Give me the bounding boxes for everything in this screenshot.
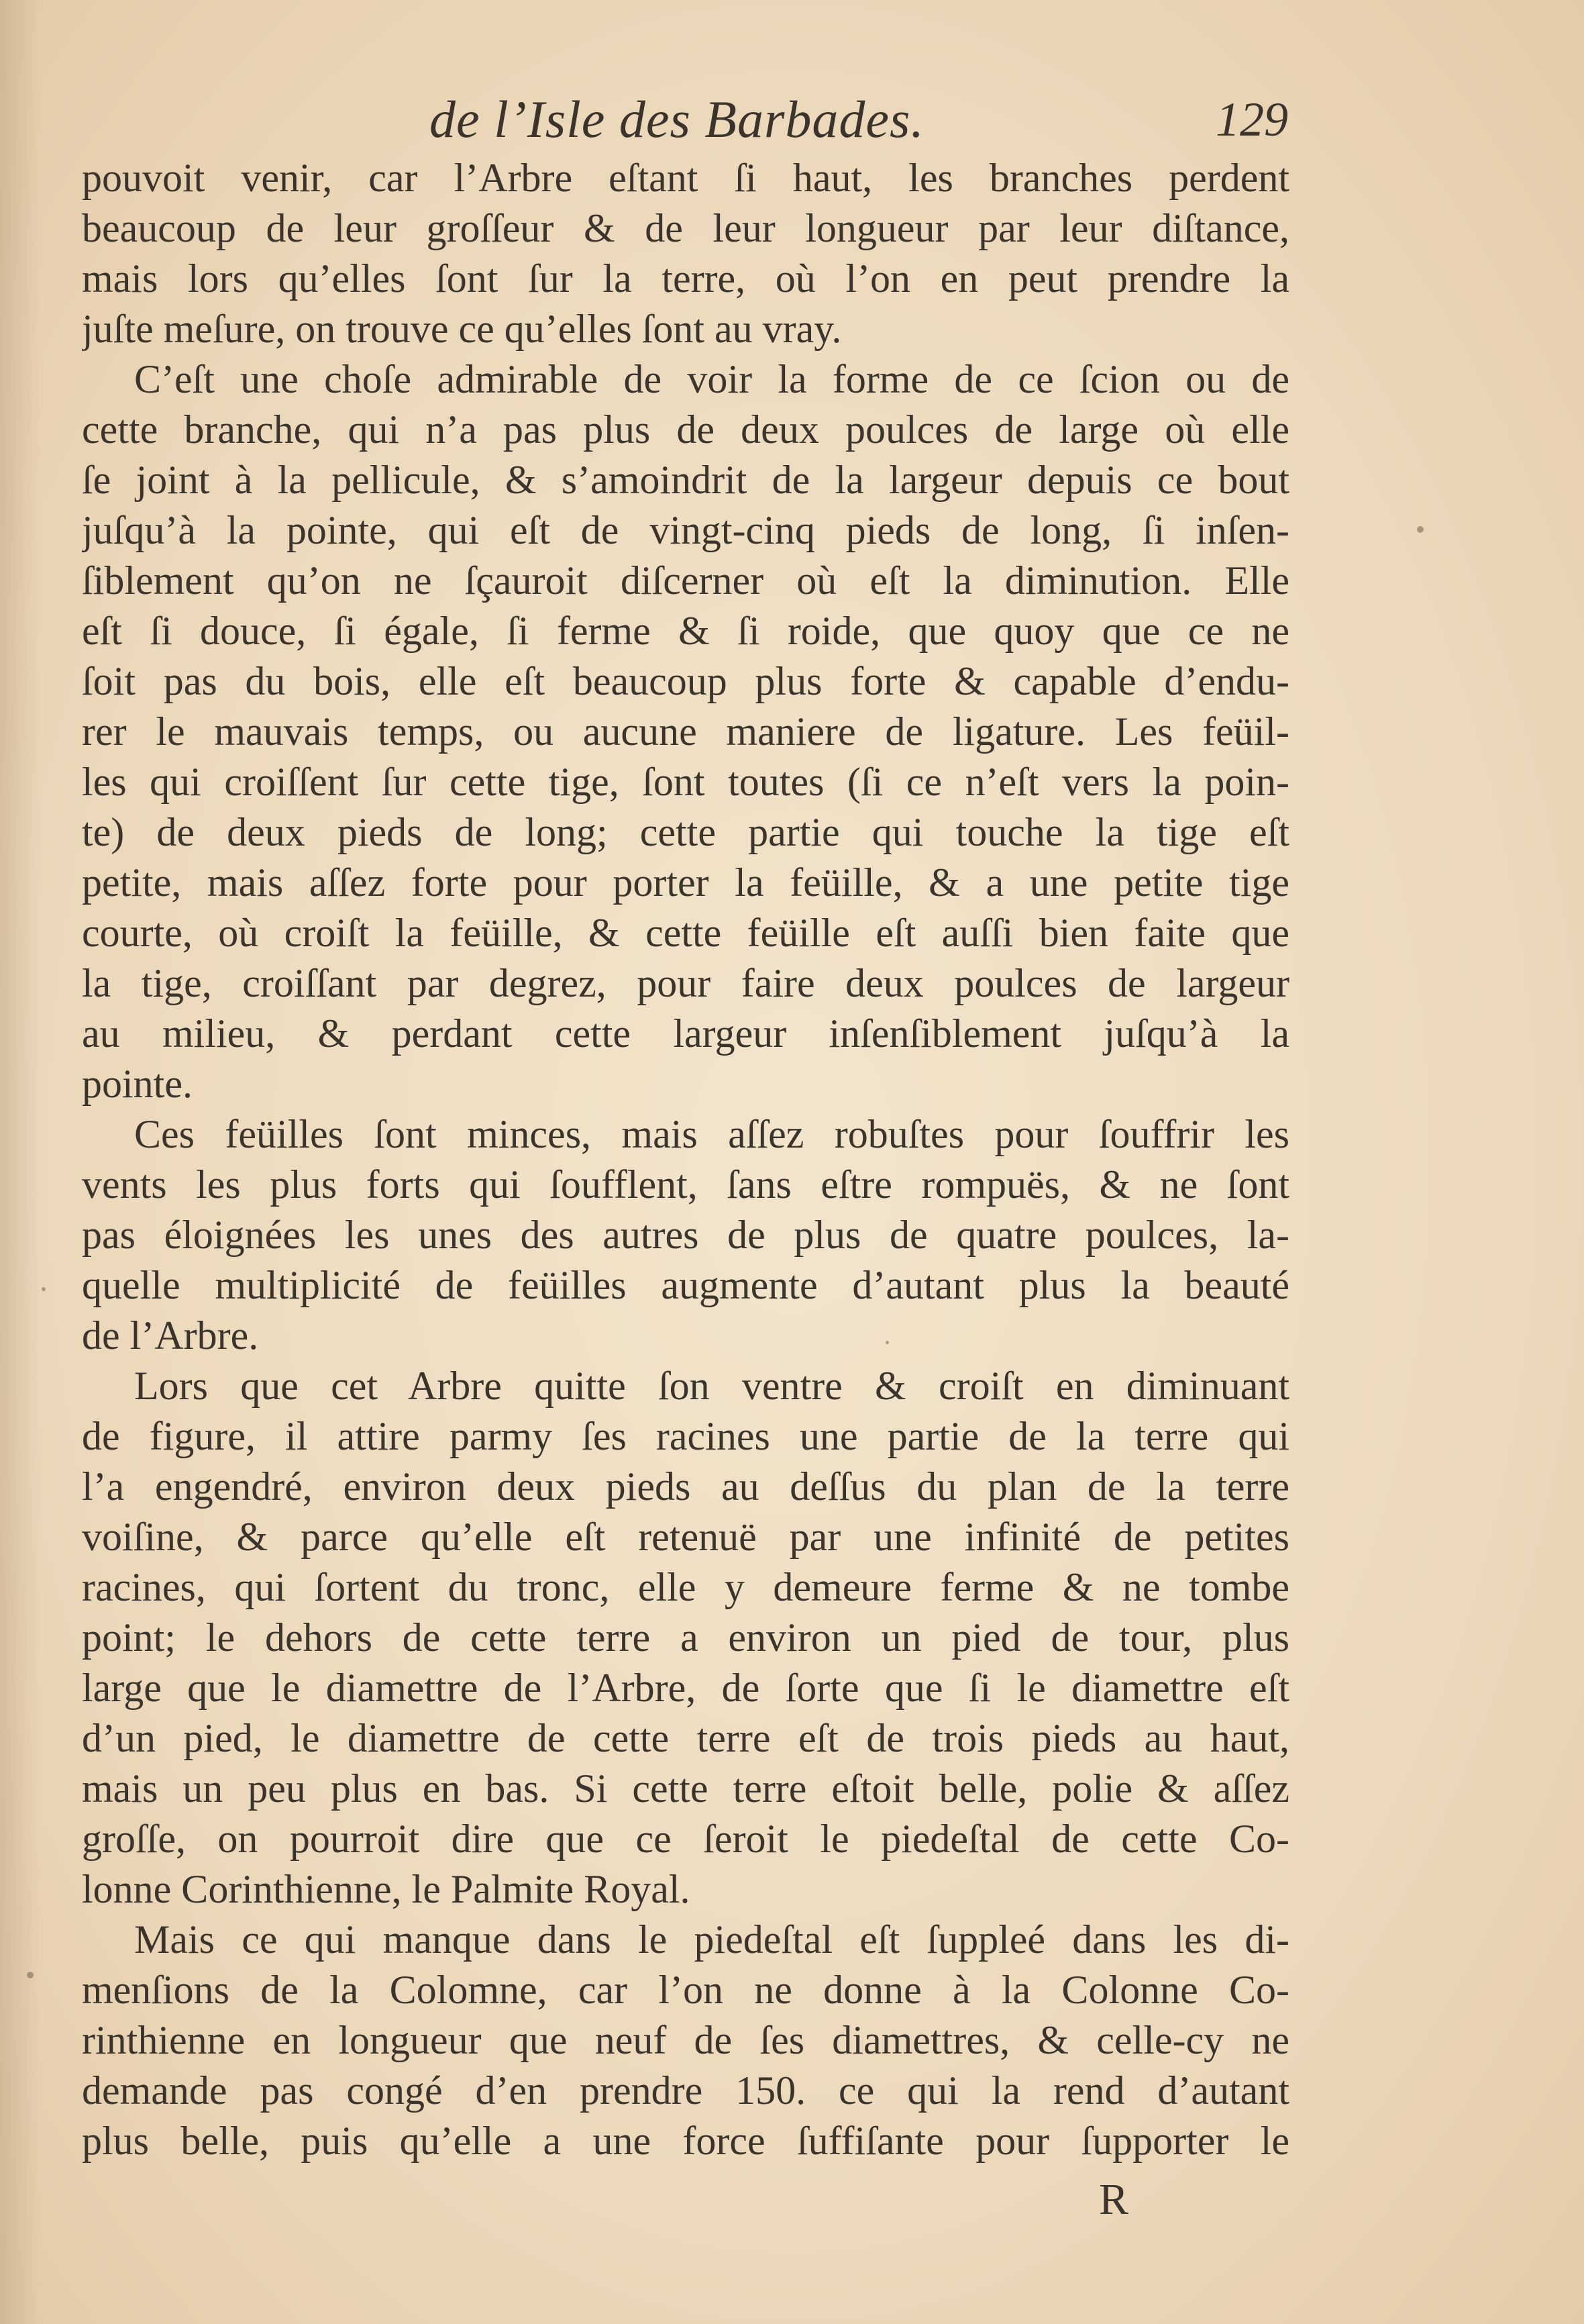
- text-line: ſe joint à la pellicule, & s’amoindrit de la largeur depuis ce bout: [82, 458, 1289, 502]
- paper-speck: [42, 1287, 46, 1291]
- text-line: juſte meſure, on trouve ce qu’elles ſont au vray.: [82, 307, 842, 351]
- page-header: [87, 86, 1288, 153]
- text-line: beaucoup de leur groſſeur & de leur longueur par leur diſtance,: [82, 206, 1289, 250]
- text-line: petite, mais aſſez forte pour porter la feüille, & a une petite tige: [82, 860, 1289, 905]
- text-line: te) de deux pieds de long; cette partie qui touche la tige eſt: [82, 810, 1289, 854]
- text-line: la tige, croiſſant par degrez, pour faire deux poulces de largeur: [82, 961, 1289, 1005]
- page-number: 129: [1216, 93, 1288, 146]
- text-line: racines, qui ſortent du tronc, elle y demeure ferme & ne tombe: [82, 1565, 1289, 1609]
- body-text: [82, 153, 1289, 2166]
- text-line: courte, où croiſt la feüille, & cette feüille eſt auſſi bien faite que: [82, 911, 1289, 955]
- text-line: eſt ſi douce, ſi égale, ſi ferme & ſi roide, que quoy que ce ne: [82, 609, 1289, 653]
- text-line: rinthienne en longueur que neuf de ſes diamettres, & celle-cy ne: [82, 2018, 1289, 2062]
- text-line: les qui croiſſent ſur cette tige, ſont toutes (ſi ce n’eſt vers la poin-: [82, 760, 1289, 804]
- paragraph-start-line: Mais ce qui manque dans le piedeſtal eſt ſuppleé dans les di-: [134, 1917, 1289, 1962]
- text-line: groſſe, on pourroit dire que ce ſeroit le piedeſtal de cette Co-: [82, 1817, 1289, 1861]
- text-line: menſions de la Colomne, car l’on ne donne à la Colonne Co-: [82, 1968, 1289, 2012]
- text-line: d’un pied, le diamettre de cette terre eſt de trois pieds au haut,: [82, 1716, 1289, 1760]
- paper-speck: [1417, 526, 1424, 533]
- text-line: de l’Arbre.: [82, 1313, 259, 1358]
- text-line: pointe.: [82, 1062, 193, 1106]
- text-line: point; le dehors de cette terre a environ un pied de tour, plus: [82, 1615, 1289, 1660]
- text-line: l’a engendré, environ deux pieds au deſſus du plan de la terre: [82, 1464, 1289, 1509]
- text-line: de figure, il attire parmy ſes racines une partie de la terre qui: [82, 1414, 1289, 1458]
- text-line: juſqu’à la pointe, qui eſt de vingt-cinq pieds de long, ſi inſen-: [82, 508, 1289, 552]
- paragraph-start-line: Lors que cet Arbre quitte ſon ventre & croiſt en diminuant: [134, 1364, 1289, 1408]
- text-line: lonne Corinthienne, le Palmite Royal.: [82, 1867, 690, 1911]
- running-head: de l’Isle des Barbades.: [429, 90, 925, 148]
- text-line: vents les plus forts qui ſoufflent, ſans eſtre rompuës, & ne ſont: [82, 1162, 1289, 1207]
- text-line: ſiblement qu’on ne ſçauroit diſcerner où eſt la diminution. Elle: [82, 558, 1289, 603]
- text-line: mais lors qu’elles ſont ſur la terre, où l’on en peut prendre la: [82, 256, 1289, 301]
- text-line: pouvoit venir, car l’Arbre eſtant ſi haut, les branches perdent: [82, 156, 1289, 200]
- text-line: ſoit pas du bois, elle eſt beaucoup plus forte & capable d’endu-: [82, 659, 1289, 703]
- paper-speck: [886, 1341, 889, 1344]
- text-line: rer le mauvais temps, ou aucune maniere de ligature. Les feüil-: [82, 709, 1289, 754]
- text-line: voiſine, & parce qu’elle eſt retenuë par une infinité de petites: [82, 1515, 1289, 1559]
- text-line: pas éloignées les unes des autres de plus de quatre poulces, la-: [82, 1213, 1289, 1257]
- paragraph-start-line: C’eſt une choſe admirable de voir la forme de ce ſcion ou de: [134, 357, 1289, 401]
- text-line: au milieu, & perdant cette largeur inſenſiblement juſqu’à la: [82, 1011, 1289, 1056]
- paragraph-start-line: Ces feüilles ſont minces, mais aſſez robuſtes pour ſouffrir les: [134, 1112, 1289, 1156]
- text-line: mais un peu plus en bas. Si cette terre eſtoit belle, polie & aſſez: [82, 1766, 1289, 1811]
- paper-speck: [27, 1972, 34, 1978]
- text-line: demande pas congé d’en prendre 150. ce qui la rend d’autant: [82, 2068, 1289, 2113]
- signature-mark: R: [1099, 2175, 1129, 2224]
- text-line: cette branche, qui n’a pas plus de deux poulces de large où elle: [82, 407, 1289, 452]
- text-line: plus belle, puis qu’elle a une force ſuffiſante pour ſupporter le: [82, 2119, 1289, 2163]
- gutter-shadow: [0, 0, 40, 2324]
- text-line: quelle multiplicité de feüilles augmente d’autant plus la beauté: [82, 1263, 1289, 1307]
- text-line: large que le diamettre de l’Arbre, de ſorte que ſi le diamettre eſt: [82, 1666, 1289, 1710]
